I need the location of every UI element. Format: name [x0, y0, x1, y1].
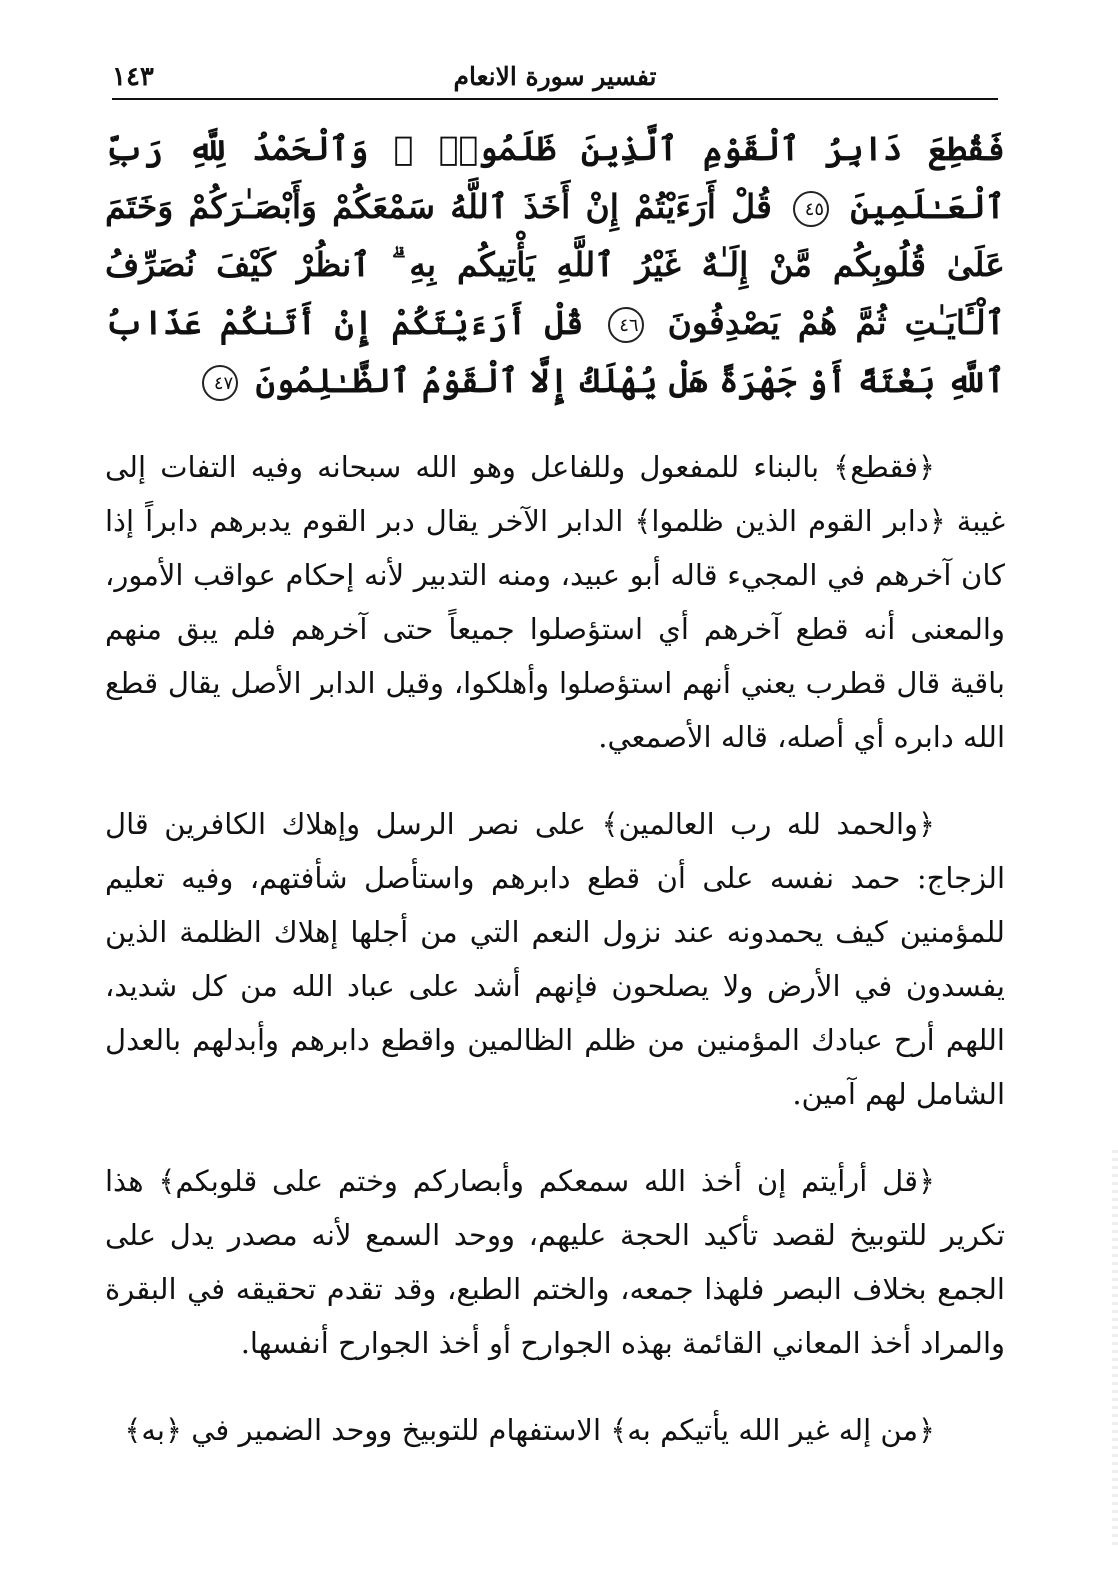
ayah-number-marker: ٤٥: [793, 191, 829, 227]
page-number: ١٤٣: [112, 62, 154, 92]
commentary-paragraph: ﴿والحمد لله رب العالمين﴾ على نصر الرسل وإهلاك الكافرين قال الزجاج: حمد نفسه على أن قطع دابرهم واستأصل شأفتهم، وفيه تعليم للمؤمنين كيف يحمدونه عند نزول النعم التي من أجلها إهلاك الظلمة الذين يفسدون في الأرض ولا يصلحون فإنهم أشد على عباد الله من كل شديد، اللهم أرح عبادك المؤمنين من ظلم الظالمين واقطع دابرهم وأبدلهم بالعدل الشامل لهم آمين.: [105, 807, 1005, 1111]
quran-verses: [105, 120, 1005, 410]
scan-edge-shadow: [1112, 1150, 1118, 1550]
verse-text: قُلْ أَرَءَيْتُمْ إِنْ أَخَذَ ٱللَّهُ سَمْعَكُمْ وَأَبْصَـٰرَكُمْ وَخَتَمَ عَلَىٰ قُلُوبِكُم مَّنْ إِلَـٰهٌ غَيْرُ ٱللَّهِ يَأْتِيكُم بِهِ ۗ ٱنظُرْ كَيْفَ نُصَرِّفُ ٱلْـَٔايَـٰتِ ثُمَّ هُمْ يَصْدِفُونَ: [105, 187, 1006, 342]
running-title: تفسير سورة الانعام: [453, 62, 657, 91]
commentary-paragraph: ﴿فقطع﴾ بالبناء للمفعول وللفاعل وهو الله سبحانه وفيه التفات إلى غيبة ﴿دابر القوم الذين ظلموا﴾ الدابر الآخر يقال دبر القوم يدبرهم دابراً إذا كان آخرهم في المجيء قاله أبو عبيد، ومنه التدبير لأنه إحكام عواقب الأمور، والمعنى أنه قطع آخرهم أي استؤصلوا جميعاً حتى آخرهم فلم يبق منهم باقية قال قطرب يعني أنهم استؤصلوا وأهلكوا، وقيل الدابر الأصل يقال قطع الله دابره أي أصله، قاله الأصمعي.: [105, 450, 1005, 754]
verse-text: فَقُطِعَ دَابِرُ ٱلْقَوْمِ ٱلَّذِينَ ظَلَمُوا۟ ۚ وَٱلْحَمْدُ لِلَّهِ رَبِّ ٱلْعَـٰلَمِينَ: [105, 129, 1005, 226]
ayah-number-marker: ٤٦: [608, 307, 644, 343]
commentary-paragraph: ﴿من إله غير الله يأتيكم به﴾ الاستفهام للتوبيخ ووحد الضمير في ﴿به﴾: [124, 1413, 935, 1447]
commentary-paragraph: ﴿قل أرأيتم إن أخذ الله سمعكم وأبصاركم وختم على قلوبكم﴾ هذا تكرير للتوبيخ لقصد تأكيد الحجة عليهم، ووحد السمع لأنه مصدر يدل على الجمع بخلاف البصر فلهذا جمعه، والختم الطبع، وقد تقدم تحقيقه في البقرة والمراد أخذ المعاني القائمة بهذه الجوارح أو أخذ الجوارح أنفسها.: [105, 1164, 1005, 1360]
page-header: [112, 58, 998, 100]
verse-text: قُلْ أَرَءَيْتَكُمْ إِنْ أَتَىٰكُمْ عَذَابُ ٱللَّهِ بَغْتَةً أَوْ جَهْرَةً هَلْ يُهْلَكُ إِلَّا ٱلْقَوْمُ ٱلظَّـٰلِمُونَ: [105, 303, 1005, 400]
tafsir-commentary: [105, 440, 1005, 1457]
verse-block: [105, 120, 1005, 410]
ayah-number-marker: ٤٧: [202, 365, 238, 401]
